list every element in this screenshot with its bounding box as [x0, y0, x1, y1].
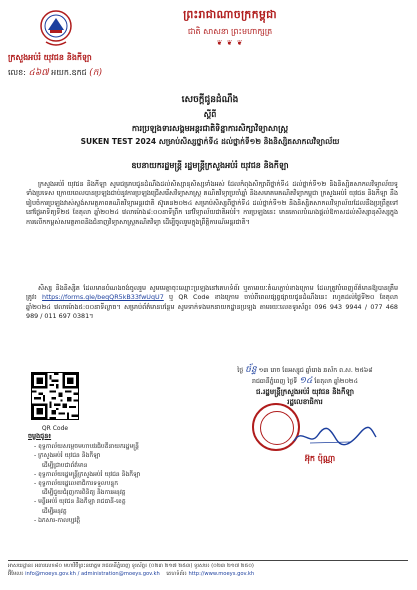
registration-link[interactable]: https://forms.gle/beqQR5kB33fwUqU7 — [42, 293, 164, 302]
para2-end: ។ — [89, 312, 94, 321]
signature-icon — [290, 425, 380, 447]
ref-prefix: លេខ: — [8, 68, 26, 77]
solar-date-prefix: រាជធានីភ្នំពេញ ថ្ងៃទី — [252, 378, 298, 385]
reference-number — [8, 67, 158, 80]
date-signature-block — [210, 365, 400, 407]
distribution-item: - ខុទ្ទកាល័យរដ្ឋមន្ត្រីក្រសួងអប់រំ យុវជន និងកីឡា — [34, 470, 141, 478]
body-paragraph-2 — [26, 284, 398, 354]
footer-website[interactable]: http://www.moeys.gov.kh — [188, 570, 255, 577]
distribution-item: - ឯកសារ-កាលប្បវត្តិ — [34, 516, 81, 524]
qr-code-block — [26, 372, 84, 432]
lunar-date-rest: ១៣ រោច ខែអស្សុជ ឆ្នាំរោង ឆស័ក ព.ស. ២៥៦៨ — [258, 367, 373, 374]
distribution-title: ចម្លងជូន៖ — [28, 432, 52, 440]
ref-handwritten-suffix: (ក) — [89, 68, 103, 78]
distribution-list — [28, 432, 248, 525]
issuer-line: ឧបនាយករដ្ឋមន្ត្រី រដ្ឋមន្ត្រីក្រសួងអប់រំ យុវជន និងកីឡា — [131, 161, 289, 170]
body-paragraph-1: ក្រសួងអប់រំ យុវជន និងកីឡា សូមជម្រាបជូនដំណឹងដល់សិស្សានុសិស្សទាំងអស់ ដែលកំពុងសិក្សាពីថ្នាក់ទី៤ ដល់ថ្នាក់ទី១២ និងនិស្សិតសាកលវិទ្យាល័យទូទាំងប្រទេស ក្រោយពេលបានប្រឡងជាប់នូវការប្រឡងជ្រើសរើសវិទ្យាសាស្ត្រ គណិតវិទ្យាប្រចាំឆ្នាំ និងសមាគមគណិតវិទ្យាកម្ពុជា ក្រសួងអប់រំ យុវជន និងកីឡា នឹងរៀបចំការប្រឡងវាស់ស្ទង់សមត្ថភាពគណិតវិទ្យាអន្តរជាតិ ស៊ូគេន២០២៤ សម្រាប់សិស្សពីថ្នាក់ទី៤ ដល់ថ្នាក់ទី១២ និងនិស្សិតសាកលវិទ្យាល័យដែលនឹងប្រព្រឹត្តទៅនៅថ្ងៃអាទិត្យទី២៥ ខែតុលា ឆ្នាំ២០២៤ វេលាម៉ោង៨:០០នាទីព្រឹក នៅវិទ្យាល័យជាតិអប់រំ។ ការប្រឡងនេះ មានគោលបំណងផ្តល់ឱកាសដល់សិស្សានុសិស្សក្នុងការលើកកម្ពស់សមត្ថភាពនិងជំនាញវិទ្យាសាស្ត្រគណិតវិទ្យា ដើម្បីចូលរួមក្នុងព្រឹត្តិការណ៍អន្តរជាតិ។ — [26, 180, 398, 226]
lunar-date — [210, 365, 400, 376]
ref-suffix: អយក.ឧកជ — [51, 68, 87, 77]
distribution-item: ដើម្បីជួយជំរុញការពិនិត្យ និងការអនុវត្ត — [42, 489, 126, 497]
signer-title: ជ.រដ្ឋមន្ត្រីក្រសួងអប់រំ យុវជន និងកីឡា — [255, 388, 354, 396]
footer-email[interactable]: info@moeys.gov.kh / administration@moeys.gov.kh — [25, 570, 160, 577]
distribution-item: - ខុទ្ទកាល័យរដ្ឋលេខាធិការទទួលបន្ទុក — [34, 480, 119, 488]
distribution-item: - មន្ទីរអប់រំ យុវជន និងកីឡា រាជធានី-ខេត្ត — [34, 498, 126, 506]
notice-about: ស្តីពី — [203, 110, 217, 119]
notice-subject-detail: SUKEN TEST 2024 សម្រាប់សិស្សថ្នាក់ទី៤ ដល់ថ្នាក់ទី១២ និងនិស្សិតសាកលវិទ្យាល័យ — [80, 137, 340, 146]
kingdom-title: ព្រះរាជាណាចក្រកម្ពុជា — [183, 8, 277, 21]
distribution-item: - ខុទ្ទកាល័យសម្តេចមហាបវរធិបតីនាយករដ្ឋមន្ត្រី — [34, 443, 139, 451]
para2-details: ឬ QR Code ខាងក្រោម ចាប់ពីពេលផ្សព្វផ្សាយជូនដំណឹងនេះ រហូតដល់ថ្ងៃទី២០ ខែតុលា ឆ្នាំ២០២៤ វេលាម៉ោង៥:០០នាទីល្ងាច។ សម្រាប់ព័ត៌មានបន្ថែម សូមទាក់ទងមកនាយកដ្ឋានប្រឡង តាមរយៈលេខទូរស័ព្ទ៖ — [26, 293, 398, 311]
footer-web-label: គេហទំព័រ៖ — [166, 570, 187, 577]
footer-address: អាសយដ្ឋាន៖ អគារលេខ៨០ មហាវិថីព្រះនរោត្តម រាជធានីភ្នំពេញ ទូរស័ព្ទ៖ (០២៣ ២១៧ ២៥៣) ទូរសារ៖ (០២៣ ២១៧ ២៥០) — [8, 563, 254, 569]
lunar-date-prefix: ថ្ងៃ — [237, 367, 244, 374]
ministry-emblem-icon — [38, 8, 74, 50]
distribution-item: ដើម្បីអនុវត្ត — [42, 507, 67, 515]
ornament-divider: ❦ ❦ ❦ — [216, 39, 244, 47]
signer-position: រដ្ឋលេខាធិការ — [287, 398, 323, 406]
footer-email-label: អ៊ីមែល៖ — [8, 570, 24, 577]
national-motto: ជាតិ សាសនា ព្រះមហាក្សត្រ — [187, 27, 273, 36]
solar-date — [210, 376, 400, 387]
distribution-item: ដើម្បីជ្រាបជាព័ត៌មាន — [42, 461, 88, 469]
notice-title-block — [60, 94, 360, 148]
footer — [8, 563, 408, 578]
solar-date-rest: ខែតុលា ឆ្នាំ២០២៤ — [314, 378, 358, 385]
signer-name: អ៊ុក ប៉ុណ្ណា — [304, 454, 336, 463]
qr-code-icon[interactable] — [31, 372, 79, 420]
lunar-day-handwritten: ច័ន្ទ — [245, 365, 257, 375]
kingdom-header — [150, 8, 310, 47]
ministry-name: ក្រសួងអប់រំ យុវជន និងកីឡា — [8, 53, 92, 62]
footer-divider — [8, 560, 408, 561]
para2-intro: សិស្ស និងនិស្សិត ដែលមានបំណងចង់ចូលរួម សូមមេត្តាចុះឈ្មោះប្រឡងនៅគេហទំព័រ ឬតាមរយៈតំណភ្ជាប់ខាងក្រោម ដែលត្រូវបំពេញព័ត៌មានឱ្យបានត្រឹមត្រូវ៖ — [26, 284, 398, 302]
notice-subject: ការប្រឡងទារសង្គមអន្តរជាតិទិន្នាការសិក្សាវិទ្យាសាស្ត្រ — [131, 124, 289, 133]
footer-contacts — [8, 571, 408, 579]
notice-heading: សេចក្តីជូនដំណឹង — [181, 95, 239, 105]
ref-number-handwritten: ៤៦៧ — [28, 68, 49, 78]
contact-phones: 096 943 9944 / 077 468 989 / 011 697 0381 — [26, 302, 398, 321]
distribution-item: - ក្រសួងអប់រំ យុវជន និងកីឡា — [34, 452, 101, 460]
qr-code-label: QR Code — [41, 425, 69, 432]
solar-day-handwritten: ១៤ — [299, 376, 313, 386]
